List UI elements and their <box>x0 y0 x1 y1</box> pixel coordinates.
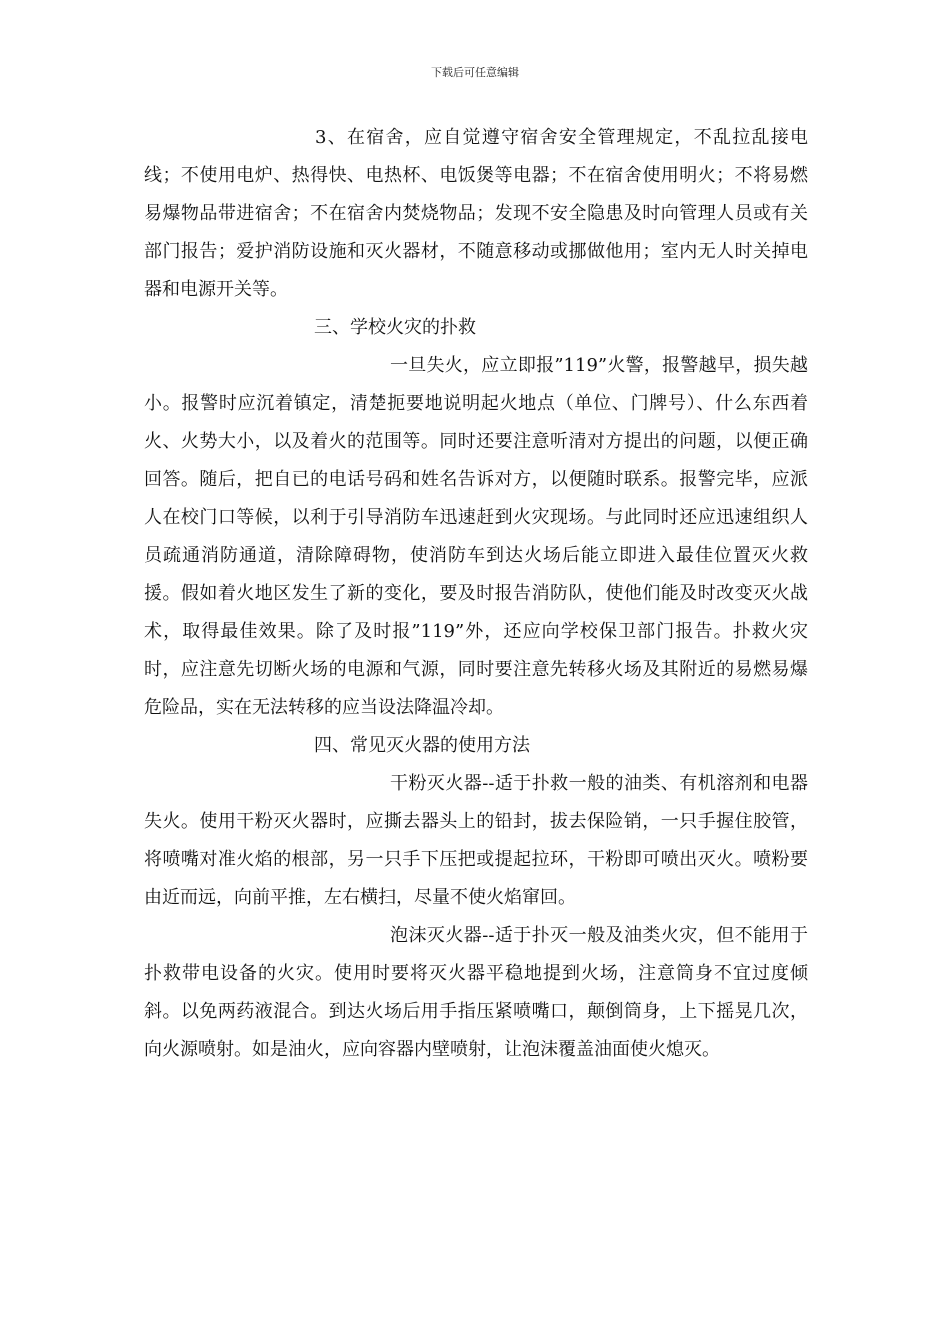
paragraph-fire-response: 一旦失火，应立即报”119”火警，报警越早，损失越小。报警时应沉着镇定，清楚扼要地说明起火地点（单位、门牌号）、什么东西着火、火势大小，以及着火的范围等。同时还要注意听清对方提出的问题，以便正确回答。随后，把自已的电话号码和姓名告诉对方，以便随时联系。报警完毕，应派人在校门口等候，以利于引导消防车迅速赶到火灾现场。与此同时还应迅速组织人员疏通消防通道，清除障碍物，使消防车到达火场后能立即进入最佳位置灭火救援。假如着火地区发生了新的变化，要及时报告消防队，使他们能及时改变灭火战术，取得最佳效果。除了及时报”119”外，还应向学校保卫部门报告。扑救火灾时，应注意先切断火场的电源和气源，同时要注意先转移火场及其附近的易燃易爆危险品，实在无法转移的应当设法降温冷却。 <box>144 355 808 718</box>
paragraph-dorm-safety: 3、在宿舍，应自觉遵守宿舍安全管理规定，不乱拉乱接电线；不使用电炉、热得快、电热杯、电饭煲等电器；不在宿舍使用明火；不将易燃易爆物品带进宿舍；不在宿舍内焚烧物品；发现不安全隐患及时向管理人员或有关部门报告；爱护消防设施和灭火器材，不随意移动或挪做他用；室内无人时关掉电器和电源开关等。 <box>144 127 808 300</box>
paragraph-foam-extinguisher: 泡沫灭火器--适于扑灭一般及油类火灾，但不能用于扑救带电设备的火灾。使用时要将灭火器平稳地提到火场，注意筒身不宜过度倾斜。以免两药液混合。到达火场后用手指压紧喷嘴口，颠倒筒身，上下摇晃几次，向火源喷射。如是油火，应向容器内壁喷射，让泡沫覆盖油面使火熄灭。 <box>144 925 808 1060</box>
section-heading-extinguisher-usage: 四、常见灭火器的使用方法 <box>314 735 530 756</box>
document-body <box>144 119 808 1069</box>
paragraph-dry-powder-extinguisher: 干粉灭火器--适于扑救一般的油类、有机溶剂和电器失火。使用干粉灭火器时，应撕去器头上的铅封，拔去保险销，一只手握住胶管，将喷嘴对准火焰的根部，另一只手下压把或提起拉环，干粉即可喷出灭火。喷粉要由近而远，向前平推，左右横扫，尽量不使火焰窜回。 <box>144 773 808 908</box>
section-heading-fire-rescue: 三、学校火灾的扑救 <box>314 317 476 338</box>
page-header: 下载后可任意编辑 <box>431 66 519 79</box>
